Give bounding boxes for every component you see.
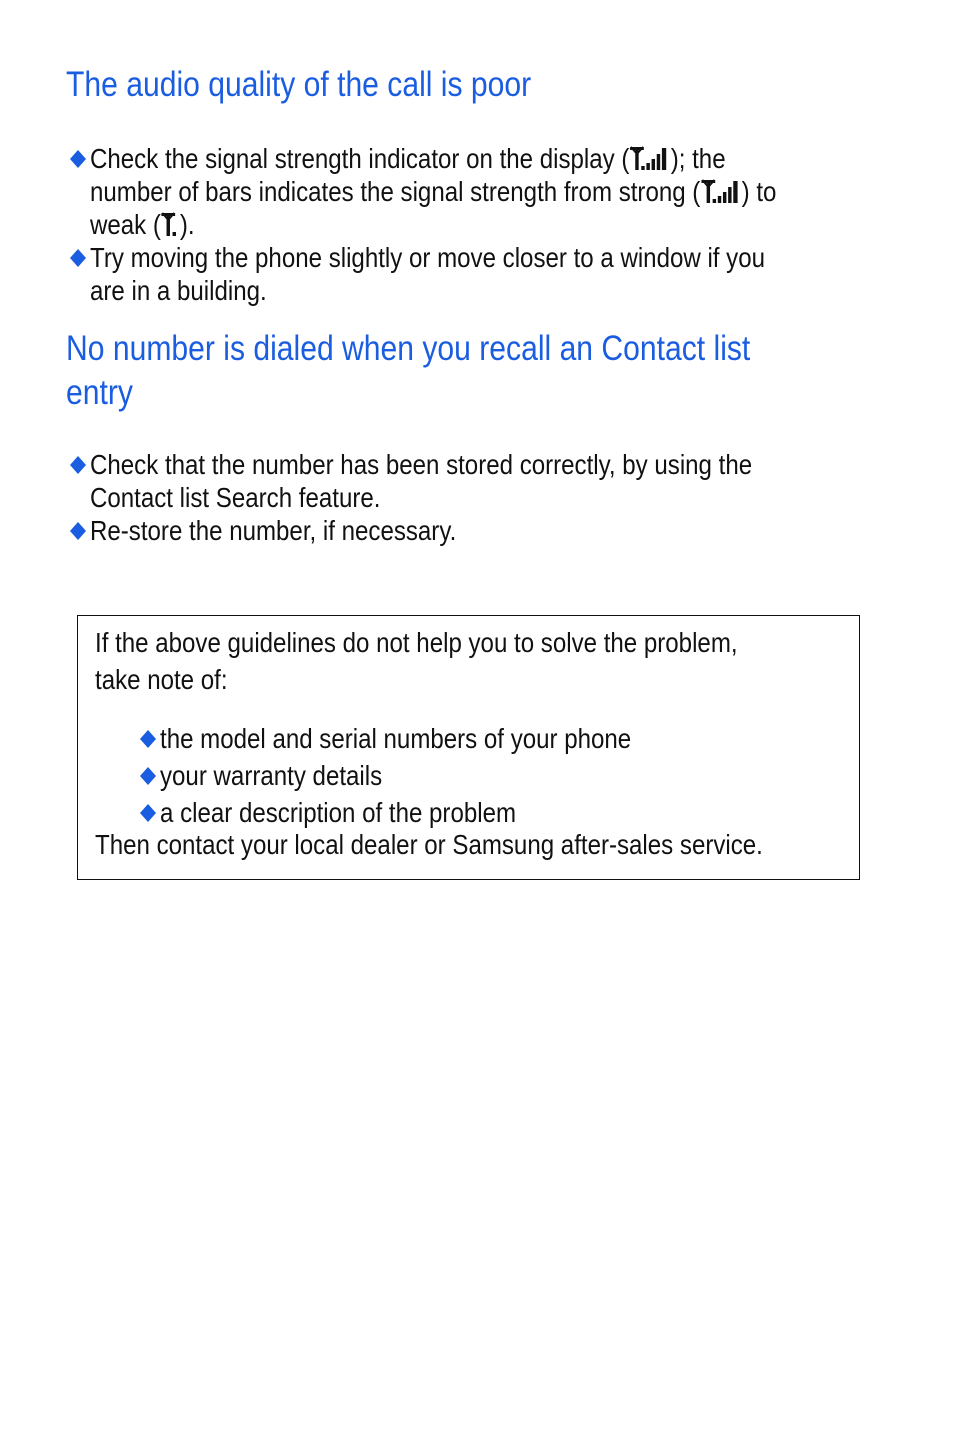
list-item: a clear description of the problem (140, 794, 708, 831)
list-item: Check that the number has been stored correctly, by using the Contact list Search feature. (70, 448, 860, 514)
audio-quality-tips-list (70, 142, 888, 307)
list-item: the model and serial numbers of your phone (140, 720, 708, 757)
signal-strength-weak-icon (161, 210, 180, 238)
section-heading-audio-quality: The audio quality of the call is poor (66, 65, 532, 104)
diamond-bullet-icon (140, 767, 156, 785)
diamond-bullet-icon (140, 804, 156, 822)
list-item: your warranty details (140, 757, 708, 794)
diamond-bullet-icon (70, 456, 86, 474)
section-heading-no-number-dialed: No number is dialed when you recall an Contact list entry (66, 329, 751, 412)
signal-strength-full-icon (700, 177, 741, 205)
note-checklist (140, 720, 708, 831)
list-item: Try moving the phone slightly or move closer to a window if you are in a building. (70, 241, 888, 307)
note-closing-line: Then contact your local dealer or Samsung after-sales service. (95, 829, 763, 860)
list-item: Check the signal strength indicator on the display ( ); the number of bars indicates the signal strength from strong ( ) to weak ( ). (70, 142, 888, 241)
diamond-bullet-icon (70, 522, 86, 540)
note-intro-line: take note of: (95, 664, 228, 695)
diamond-bullet-icon (70, 150, 86, 168)
no-number-tips-list (70, 448, 860, 547)
support-note-box (77, 615, 860, 880)
signal-strength-full-icon (629, 144, 670, 172)
diamond-bullet-icon (70, 249, 86, 267)
note-intro-line: If the above guidelines do not help you to solve the problem, (95, 627, 738, 658)
diamond-bullet-icon (140, 730, 156, 748)
list-item: Re-store the number, if necessary. (70, 514, 860, 547)
